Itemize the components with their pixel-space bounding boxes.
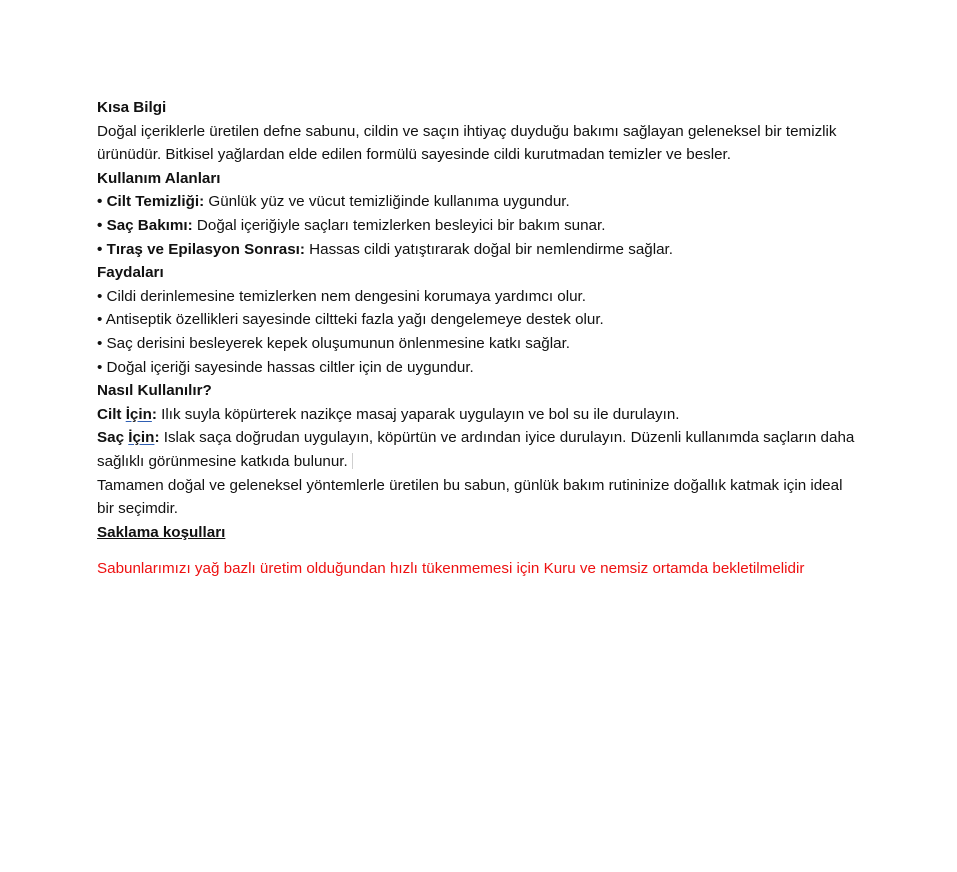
closing-paragraph: Tamamen doğal ve geleneksel yöntemlerle üretilen bu sabun, günlük bakım rutininize doğallık katmak için ideal bir seçimdir. <box>97 476 843 518</box>
benefits-heading: Faydaları <box>97 264 164 282</box>
benefit-item: • Doğal içeriği sayesinde hassas ciltler için de uygundur. <box>97 358 474 376</box>
benefit-item: • Antiseptik özellikleri sayesinde ciltteki fazla yağı dengelemeye destek olur. <box>97 311 604 329</box>
usage-item <box>97 190 857 214</box>
usage-item-term: Saç Bakımı: <box>106 216 193 234</box>
howto-colon: : <box>151 405 157 423</box>
howto-item <box>97 403 857 427</box>
usage-item-bullet: • <box>97 193 103 211</box>
howto-colon: : <box>154 429 160 447</box>
usage-item-term: Cilt Temizliği: <box>106 193 205 211</box>
info-heading: Kısa Bilgi <box>97 99 167 116</box>
document-body <box>97 96 857 581</box>
usage-item <box>97 214 857 238</box>
storage-heading: Saklama koşulları <box>97 523 226 541</box>
info-paragraph: Doğal içeriklerle üretilen defne sabunu, cildin ve saçın ihtiyaç duyduğu bakımı sağlayan geleneksel bir temizlik ürünüdür. Bitkisel yağlardan elde edilen formülü sayesinde cildi kurutmadan temizler ve besler. <box>97 122 837 164</box>
howto-term: Saç <box>97 429 125 447</box>
text-cursor <box>352 453 353 469</box>
howto-heading: Nasıl Kullanılır? <box>97 382 212 400</box>
benefit-item: • Saç derisini besleyerek kepek oluşumunun önlenmesine katkı sağlar. <box>97 334 571 352</box>
usage-item-desc: Hassas cildi yatıştırarak doğal bir nemlendirme sağlar. <box>309 240 673 258</box>
usage-item-bullet: • <box>97 240 103 258</box>
benefit-item: • Cildi derinlemesine temizlerken nem dengesini korumaya yardımcı olur. <box>97 287 586 305</box>
usage-item-term: Tıraş ve Epilasyon Sonrası: <box>106 240 305 258</box>
howto-term-link[interactable]: İçin <box>128 429 155 447</box>
usage-item-desc: Günlük yüz ve vücut temizliğinde kullanıma uygundur. <box>208 193 570 211</box>
usage-item <box>97 238 857 262</box>
howto-desc: Islak saça doğrudan uygulayın, köpürtün ve ardından iyice durulayın. Düzenli kullanımda saçların daha sağlıklı görünmesine katkıda bulunur. <box>97 429 855 470</box>
usage-item-desc: Doğal içeriğiyle saçları temizlerken besleyici bir bakım sunar. <box>196 216 606 234</box>
howto-item <box>97 426 857 473</box>
usage-item-bullet: • <box>97 216 103 234</box>
howto-term: Cilt <box>97 405 122 423</box>
howto-desc: Ilık suyla köpürterek nazikçe masaj yaparak uygulayın ve bol su ile durulayın. <box>161 405 680 423</box>
usage-heading: Kullanım Alanları <box>97 169 221 187</box>
howto-term-link[interactable]: İçin <box>125 405 152 423</box>
storage-warning: Sabunlarımızı yağ bazlı üretim olduğundan hızlı tükenmemesi için Kuru ve nemsiz ortamda bekletilmelidir <box>97 560 805 578</box>
